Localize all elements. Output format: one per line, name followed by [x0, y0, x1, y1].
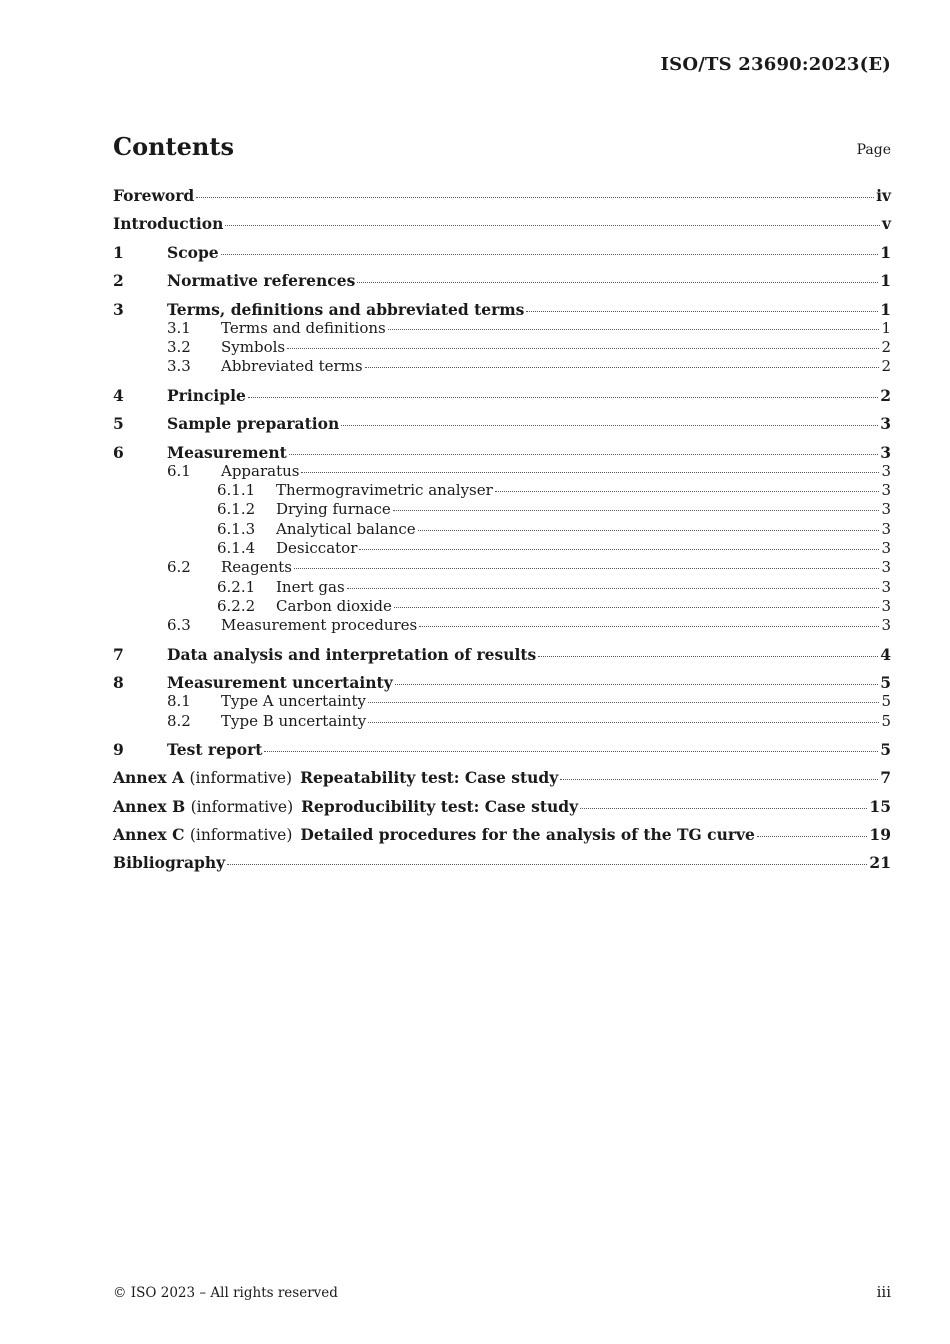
dot-leader [526, 310, 878, 312]
toc-number: 3.3 [167, 357, 191, 375]
annex-type: (informative) [189, 769, 293, 787]
toc-title: Carbon dioxide [276, 597, 392, 615]
toc-number: 5 [113, 414, 124, 433]
toc-entry-measurement-procedures[interactable] [113, 616, 891, 636]
toc-page: 7 [880, 768, 891, 787]
toc-page: 2 [881, 357, 891, 375]
toc-entry-desiccator[interactable] [113, 539, 891, 559]
dot-leader [225, 224, 880, 226]
toc-page: 3 [880, 414, 891, 433]
toc-title: Abbreviated terms [221, 357, 363, 375]
toc-title: Principle [167, 386, 246, 405]
toc-number: 6.1.1 [217, 481, 256, 499]
toc-page: 3 [881, 500, 891, 518]
toc-number: 2 [113, 271, 124, 290]
toc-number: 3.2 [167, 338, 191, 356]
toc-page: 5 [881, 712, 891, 730]
toc-title: Detailed procedures for the analysis of the TG curve [300, 825, 755, 844]
toc-page: 19 [869, 825, 891, 844]
toc-entry-type-b-uncertainty[interactable] [113, 712, 891, 732]
toc-page: 4 [880, 645, 891, 664]
toc-number: 9 [113, 740, 124, 759]
toc-entry-analytical-balance[interactable] [113, 520, 891, 540]
toc-page: 3 [881, 597, 891, 615]
dot-leader [294, 567, 879, 569]
toc-entry-carbon-dioxide[interactable] [113, 597, 891, 617]
toc-title: Inert gas [276, 578, 345, 596]
dot-leader [368, 721, 879, 723]
dot-leader [393, 509, 880, 511]
contents-heading: Contents [113, 132, 234, 161]
toc-title: Reproducibility test: Case study [301, 797, 579, 816]
dot-leader [368, 701, 879, 703]
toc-title: Measurement uncertainty [167, 673, 393, 692]
toc-entry-principle[interactable] [113, 386, 891, 406]
toc-page: 15 [869, 797, 891, 816]
toc-title: Desiccator [276, 539, 358, 557]
toc-title: Type A uncertainty [221, 692, 367, 710]
toc-entry-symbols[interactable] [113, 338, 891, 358]
dot-leader [221, 253, 879, 255]
toc-page: 5 [880, 740, 891, 759]
dot-leader [357, 281, 878, 283]
dot-leader [580, 807, 867, 809]
dot-leader [264, 750, 878, 752]
toc-number: 6.2.2 [217, 597, 256, 615]
toc-title: Bibliography [113, 853, 226, 872]
toc-title: Analytical balance [276, 520, 416, 538]
toc-number: 6.2.1 [217, 578, 256, 596]
toc-title: Introduction [113, 214, 224, 233]
dot-leader [227, 863, 867, 865]
toc-page: 5 [881, 692, 891, 710]
toc-page: 3 [881, 558, 891, 576]
toc-number: 8 [113, 673, 124, 692]
dot-leader [287, 347, 879, 349]
toc-title: Repeatability test: Case study [300, 768, 559, 787]
toc-page: 1 [880, 300, 891, 319]
toc-number: 7 [113, 645, 124, 664]
toc-entry-abbreviated-terms[interactable] [113, 357, 891, 377]
toc-title: Normative references [167, 271, 356, 290]
toc-title: Symbols [221, 338, 286, 356]
toc-page: 3 [881, 520, 891, 538]
toc-entry-normative-references[interactable] [113, 271, 891, 291]
dot-leader [359, 548, 879, 550]
dot-leader [395, 683, 878, 685]
toc-title: Scope [167, 243, 219, 262]
toc-title: Data analysis and interpretation of results [167, 645, 537, 664]
dot-leader [301, 471, 879, 473]
dot-leader [538, 655, 878, 657]
toc-title: Thermogravimetric analyser [276, 481, 493, 499]
toc-entry-test-report[interactable] [113, 740, 891, 760]
toc-number: 6.1.3 [217, 520, 256, 538]
dot-leader [419, 625, 879, 627]
toc-page: 3 [881, 481, 891, 499]
toc-number: 3.1 [167, 319, 191, 337]
dot-leader [560, 778, 878, 780]
toc-entry-bibliography[interactable] [113, 853, 891, 873]
toc-title: Terms and definitions [221, 319, 386, 337]
toc-entry-annex-c[interactable] [113, 825, 891, 845]
toc-entry-introduction[interactable] [113, 214, 891, 234]
toc-title: Measurement procedures [221, 616, 418, 634]
toc-number: 8.1 [167, 692, 191, 710]
toc-number: 6.1 [167, 462, 191, 480]
toc-entry-scope[interactable] [113, 243, 891, 263]
dot-leader [248, 396, 878, 398]
toc-entry-measurement[interactable] [113, 443, 891, 463]
copyright-notice: © ISO 2023 – All rights reserved [113, 1285, 338, 1301]
toc-page: 5 [880, 673, 891, 692]
toc-entry-sample-preparation[interactable] [113, 414, 891, 434]
toc-page: iv [876, 186, 891, 205]
page-column-label: Page [856, 142, 891, 158]
toc-entry-annex-b[interactable] [113, 797, 891, 817]
toc-page: 1 [880, 243, 891, 262]
toc-title: Foreword [113, 186, 195, 205]
toc-title: Measurement [167, 443, 287, 462]
toc-page: 3 [881, 578, 891, 596]
toc-page: 3 [881, 616, 891, 634]
dot-leader [388, 328, 880, 330]
dot-leader [495, 490, 880, 492]
dot-leader [365, 366, 880, 368]
toc-entry-terms-definitions[interactable] [113, 300, 891, 320]
toc-page: 3 [880, 443, 891, 462]
toc-entry-type-a-uncertainty[interactable] [113, 692, 891, 712]
toc-title: Apparatus [221, 462, 300, 480]
annex-label: Annex C [113, 825, 185, 844]
dot-leader [394, 606, 880, 608]
toc-title: Drying furnace [276, 500, 391, 518]
toc-number: 8.2 [167, 712, 191, 730]
toc-page: 3 [881, 539, 891, 557]
toc-entry-data-analysis[interactable] [113, 645, 891, 665]
toc-number: 4 [113, 386, 124, 405]
toc-entry-terms-and-definitions[interactable] [113, 319, 891, 339]
toc-number: 6.3 [167, 616, 191, 634]
toc-number: 6.1.2 [217, 500, 256, 518]
toc-title: Terms, definitions and abbreviated terms [167, 300, 525, 319]
toc-page: 1 [881, 319, 891, 337]
toc-page: 2 [881, 338, 891, 356]
dot-leader [289, 453, 878, 455]
toc-page: 2 [880, 386, 891, 405]
dot-leader [347, 587, 880, 589]
toc-entry-reagents[interactable] [113, 558, 891, 578]
dot-leader [757, 835, 868, 837]
document-id: ISO/TS 23690:2023(E) [660, 54, 891, 75]
toc-number: 6.2 [167, 558, 191, 576]
toc-entry-measurement-uncertainty[interactable] [113, 673, 891, 693]
annex-label: Annex B [113, 797, 186, 816]
toc-page: 21 [869, 853, 891, 872]
annex-type: (informative) [190, 798, 294, 816]
toc-entry-inert-gas[interactable] [113, 578, 891, 598]
toc-page: 1 [880, 271, 891, 290]
toc-entry-drying-furnace[interactable] [113, 500, 891, 520]
dot-leader [341, 424, 878, 426]
toc-entry-foreword[interactable] [113, 186, 891, 206]
toc-entry-annex-a[interactable] [113, 768, 891, 788]
toc-number: 6 [113, 443, 124, 462]
annex-label: Annex A [113, 768, 185, 787]
toc-title: Test report [167, 740, 263, 759]
annex-type: (informative) [189, 826, 293, 844]
toc-number: 3 [113, 300, 124, 319]
toc-number: 1 [113, 243, 124, 262]
toc-title: Sample preparation [167, 414, 340, 433]
toc-page: 3 [881, 462, 891, 480]
toc-title: Type B uncertainty [221, 712, 367, 730]
dot-leader [418, 529, 880, 531]
toc-number: 6.1.4 [217, 539, 256, 557]
toc-title: Reagents [221, 558, 292, 576]
toc-page: v [881, 214, 891, 233]
toc-entry-apparatus[interactable] [113, 462, 891, 482]
page-number: iii [876, 1283, 891, 1301]
dot-leader [196, 196, 874, 198]
toc-entry-thermogravimetric-analyser[interactable] [113, 481, 891, 501]
